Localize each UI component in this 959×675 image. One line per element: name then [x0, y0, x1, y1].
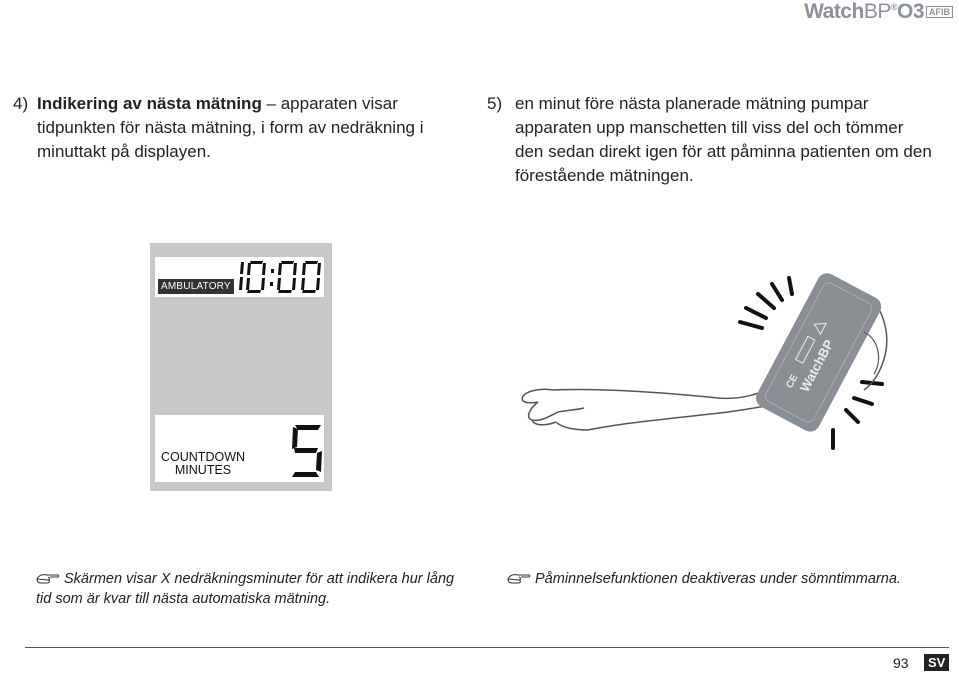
language-badge: SV	[924, 654, 949, 671]
cuff-brand: WatchBP	[796, 337, 837, 395]
step-4-title: Indikering av nästa mätning	[37, 94, 262, 113]
pointing-hand-icon	[36, 571, 60, 585]
footer-divider	[25, 647, 949, 648]
note-left-text: Skärmen visar X nedräkningsminuter för att indikera hur lång tid som är kvar till nästa automatiska mätning.	[36, 571, 455, 607]
lcd-display	[150, 243, 332, 491]
step-5-text: en minut före nästa planerade mätning pumpar apparaten upp manschetten till viss del och tömmer den sedan direkt igen för att påminna patienten om den förestående mätningen.	[515, 94, 932, 185]
step-4-text: – apparaten visar tidpunkten för nästa mätning, i form av nedräkning i minuttakt på displayen.	[37, 94, 424, 161]
pointing-hand-icon	[507, 571, 531, 585]
lcd-bottom-panel	[155, 415, 324, 482]
step-4	[13, 92, 433, 164]
arm-cuff-illustration	[518, 270, 898, 470]
ambulatory-label: AMBULATORY	[158, 279, 234, 294]
cuff	[753, 270, 885, 435]
step-5	[487, 92, 932, 188]
note-countdown	[36, 569, 466, 609]
lcd-top-panel	[155, 257, 324, 297]
step-5-number: 5)	[487, 94, 503, 113]
countdown-digit	[291, 423, 323, 479]
note-right-text: Påminnelsefunktionen deaktiveras under sömntimmarna.	[535, 571, 901, 587]
cuff-mark: CE	[784, 372, 801, 391]
step-4-number: 4)	[13, 94, 29, 113]
brand-badge: AFIB	[926, 6, 953, 18]
countdown-label: COUNTDOWN MINUTES	[161, 450, 246, 477]
lcd-time	[235, 259, 323, 295]
page-number: 93	[893, 655, 909, 671]
note-sleep	[507, 569, 907, 589]
brand-name: WatchBP®O3	[804, 0, 924, 23]
brand-logo	[804, 0, 953, 24]
